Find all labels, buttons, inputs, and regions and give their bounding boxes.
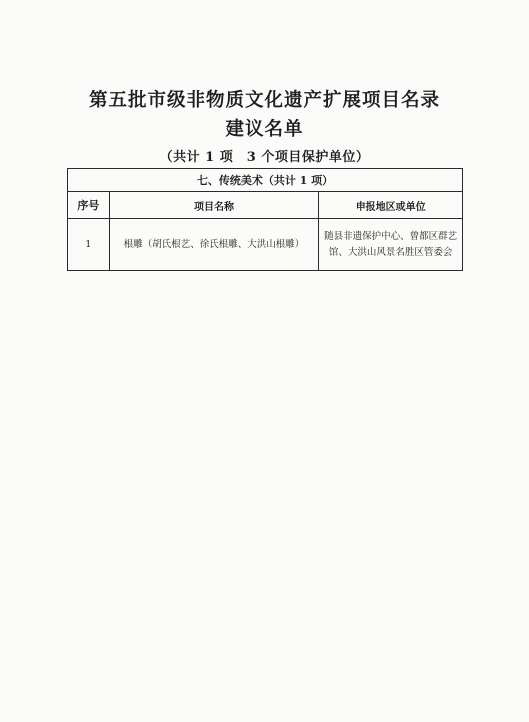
project-table xyxy=(67,168,463,271)
document-subtitle: （共计 1 项 3 个项目保护单位） xyxy=(159,150,370,165)
category-label: 七、传统美术（共计 1 项） xyxy=(68,169,463,192)
row-unit: 随县非遗保护中心、曾都区群艺馆、大洪山风景名胜区管委会 xyxy=(324,230,458,258)
table-row xyxy=(68,219,463,271)
row-unit-cell xyxy=(319,219,463,271)
row-no: 1 xyxy=(68,219,110,271)
row-project-name: 根雕（胡氏根艺、徐氏根雕、大洪山根雕） xyxy=(109,219,319,271)
header-name: 项目名称 xyxy=(109,192,319,219)
header-no: 序号 xyxy=(68,192,110,219)
header-unit: 申报地区或单位 xyxy=(319,192,463,219)
document-title-line1: 第五批市级非物质文化遗产扩展项目名录 xyxy=(88,90,440,111)
category-row xyxy=(68,169,463,192)
header-row xyxy=(68,192,463,219)
document-title-line2: 建议名单 xyxy=(225,119,304,140)
